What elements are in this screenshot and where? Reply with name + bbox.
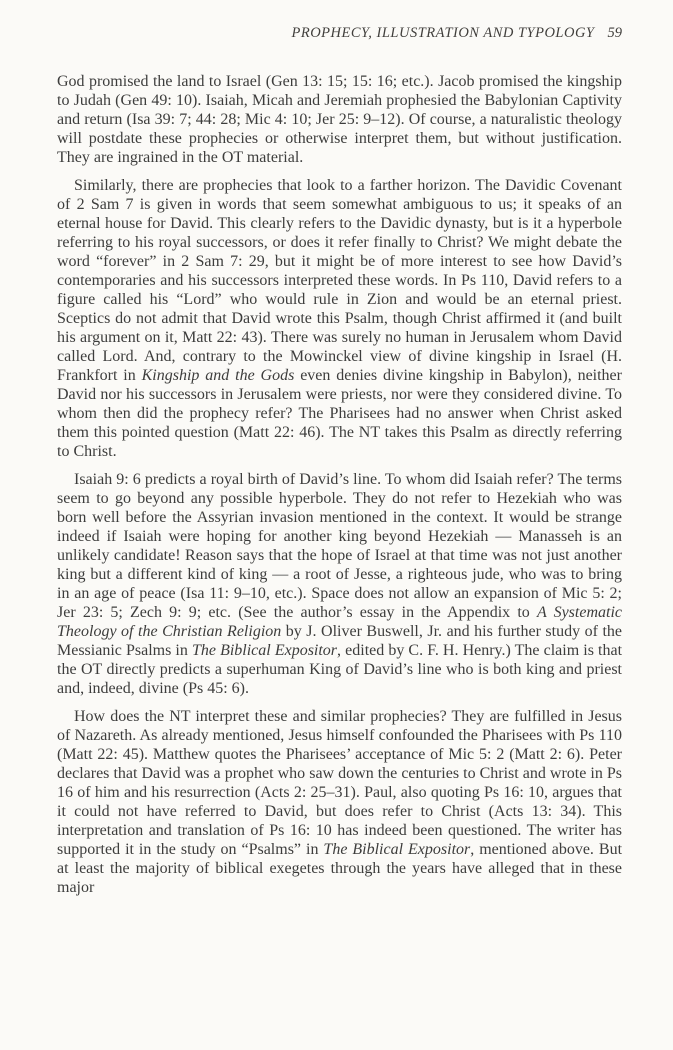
text-run: even denies divine kingship in Babylon), neither David nor his successors in Jerusalem were priests, nor were they considered divine. To whom then did the prophecy refer? The Pharisees had no answer when Christ asked them this pointed question (Matt 22: 46). The NT takes this Psalm as directly referring to Christ. — [57, 367, 622, 460]
text-run: by J. Oliver Buswell, Jr. and his further study of the Messianic Psalms in — [57, 623, 622, 659]
text-run: How does the NT interpret these and similar prophecies? They are fulfilled in Jesus of Nazareth. As already mentioned, Jesus himself confounded the Pharisees with Ps 110 (Matt 22: 45). Matthew quotes the Pharisees’ acceptance of Mic 5: 2 (Matt 2: 6). Peter declares that David was a prophet who saw down the centuries to Christ and wrote in Ps 16 of him and his resurrection (Acts 2: 25–31). Paul, also quoting Ps 16: 10, argues that it could not have referred to David, but does refer to Christ (Acts 13: 34). This interpretation and translation of Ps 16: 10 has indeed been questioned. The writer has supported it in the study on “Psalms” in — [57, 708, 622, 858]
italic-book-title: The Biblical Expositor — [323, 841, 471, 858]
running-header — [57, 25, 622, 42]
page-number: 59 — [607, 25, 622, 41]
italic-book-title: A Systematic Theology of the Christian Religion — [57, 604, 623, 640]
text-block — [57, 72, 622, 897]
paragraph-1 — [57, 72, 622, 167]
paragraph-3 — [57, 470, 622, 698]
text-run: Isaiah 9: 6 predicts a royal birth of David’s line. To whom did Isaiah refer? The terms seem to go beyond any possible hyperbole. They do not refer to Hezekiah who was born well before the Assyrian invasion mentioned in the context. It would be strange indeed if Isaiah were hoping for another king beyond Hezekiah — Manasseh is an unlikely candidate! Reason says that the hope of Israel at that time was not just another king but a different kind of king — a root of Jesse, a righteous jude, who was to bring in an age of peace (Isa 11: 9–10, etc.). Space does not allow an expansion of Mic 5: 2; Jer 23: 5; Zech 9: 9; etc. (See the author’s essay in the Appendix to — [57, 471, 622, 621]
text-run: , edited by C. F. H. Henry.) The claim is that the OT directly predicts a superhuman King of David’s line who is both king and priest and, indeed, divine (Ps 45: 6). — [57, 642, 623, 697]
paragraph-2 — [57, 176, 622, 461]
text-run: Similarly, there are prophecies that look to a farther horizon. The Davidic Covenant of 2 Sam 7 is given in words that seem somewhat ambiguous to us; it speaks of an eternal house for David. This clearly refers to the Davidic dynasty, but is it a hyperbole referring to his royal successors, or does it refer finally to Christ? We might debate the word “forever” in 2 Sam 7: 29, but it might be of more interest to see how David’s contemporaries and his successors interpreted these words. In Ps 110, David refers to a figure called his “Lord” who would rule in Zion and would be an eternal priest. Sceptics do not admit that David wrote this Psalm, though Christ affirmed it (and built his argument on it, Matt 22: 43). There was surely no human in Jerusalem whom David called Lord. And, contrary to the Mowinckel view of divine kingship in Israel (H. Frankfort in — [57, 177, 622, 384]
text-run: , mentioned above. But at least the majority of biblical exegetes through the years have alleged that in these major — [57, 841, 623, 896]
paragraph-4 — [57, 707, 622, 897]
running-header-title: PROPHECY, ILLUSTRATION AND TYPOLOGY — [291, 25, 595, 41]
text-run: God promised the land to Israel (Gen 13: 15; 15: 16; etc.). Jacob promised the kingship to Judah (Gen 49: 10). Isaiah, Micah and Jeremiah prophesied the Babylonian Captivity and return (Isa 39: 7; 44: 28; Mic 4: 10; Jer 25: 9–12). Of course, a naturalistic theology will postdate these prophecies or otherwise interpret them, but without justification. They are ingrained in the OT material. — [57, 73, 622, 166]
italic-book-title: Kingship and the Gods — [141, 367, 295, 384]
italic-book-title: The Biblical Expositor — [191, 642, 338, 659]
